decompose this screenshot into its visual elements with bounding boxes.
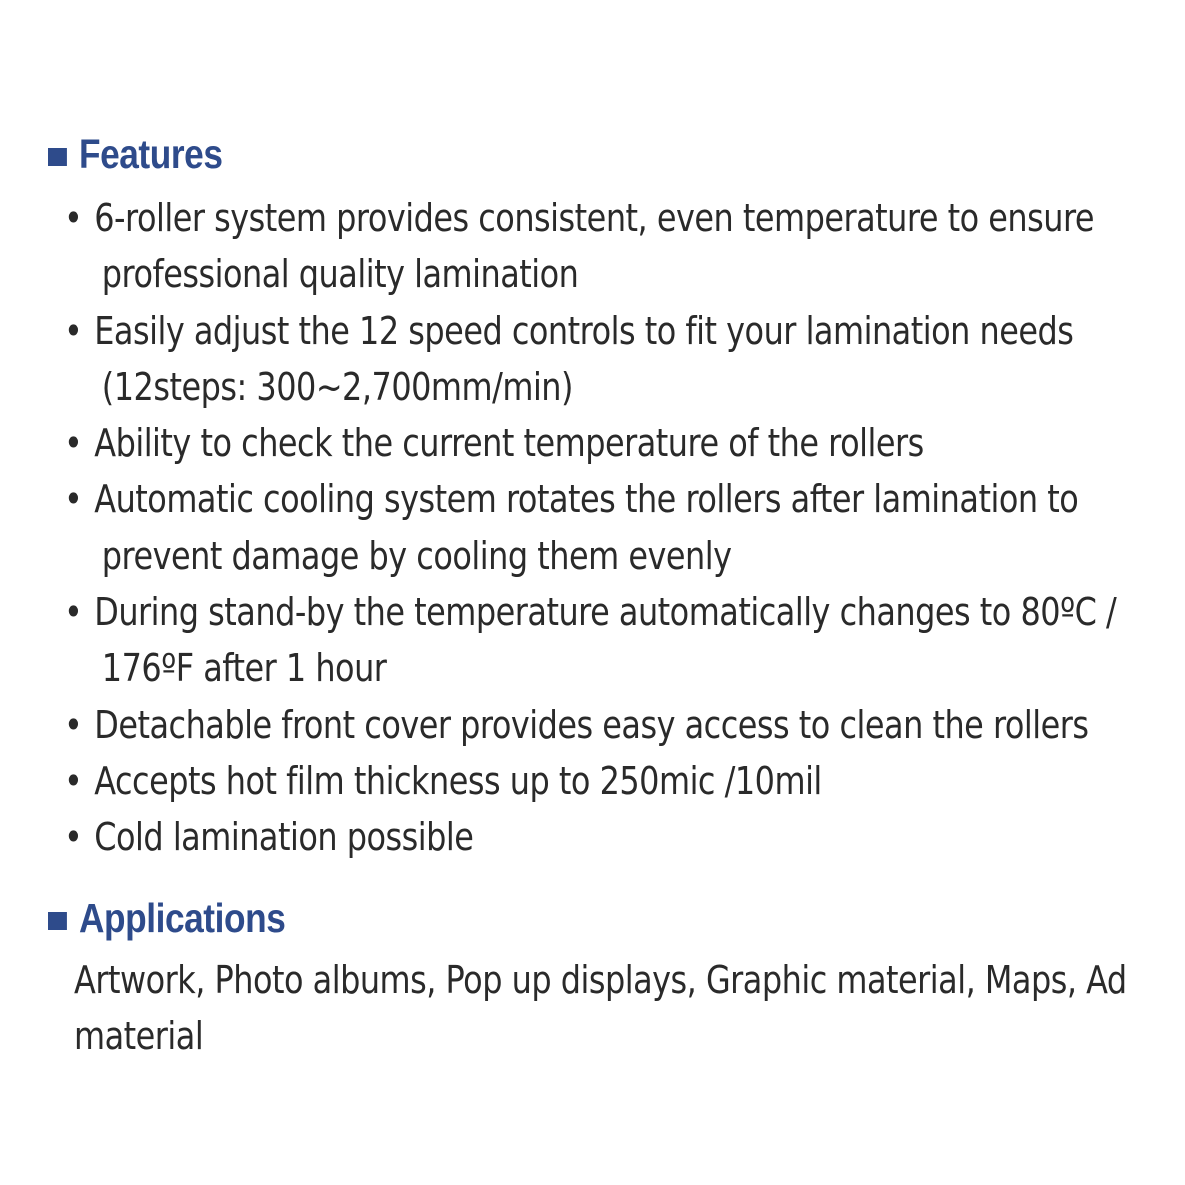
features-list: [64, 190, 1117, 866]
feature-text: Ability to check the current temperature of the rollers: [94, 421, 924, 466]
feature-text: Detachable front cover provides easy access to clean the rollers: [94, 702, 1089, 747]
feature-item: [64, 415, 1072, 471]
applications-text: [74, 952, 1149, 1064]
bullet-dot-icon: •: [64, 477, 83, 522]
feature-text-continuation: prevent damage by cooling them evenly: [101, 533, 732, 578]
feature-text: Accepts hot film thickness up to 250mic /10mil: [94, 758, 822, 803]
features-heading: [48, 131, 223, 177]
feature-item: [64, 303, 1072, 416]
feature-item: [64, 584, 1117, 697]
feature-item: [64, 753, 1072, 809]
feature-text-continuation: 176ºF after 1 hour: [101, 646, 387, 691]
applications-heading-text: Applications: [78, 895, 286, 941]
applications-heading: [48, 895, 286, 941]
applications-text-line: material: [74, 1014, 204, 1058]
feature-item: [64, 190, 1095, 303]
feature-text: Easily adjust the 12 speed controls to fit your lamination needs: [94, 308, 1074, 353]
feature-item: [64, 471, 1079, 584]
feature-text: 6-roller system provides consistent, even temperature to ensure: [94, 196, 1095, 240]
bullet-dot-icon: •: [64, 421, 83, 466]
bullet-dot-icon: •: [64, 758, 83, 803]
feature-item: [64, 697, 1089, 753]
square-bullet-icon: [48, 148, 67, 166]
feature-text: Automatic cooling system rotates the rollers after lamination to: [94, 477, 1079, 522]
bullet-dot-icon: •: [64, 590, 83, 635]
bullet-dot-icon: •: [64, 815, 83, 860]
square-bullet-icon: [48, 912, 67, 930]
feature-text: During stand-by the temperature automatically changes to 80ºC /: [94, 590, 1117, 635]
bullet-dot-icon: •: [64, 196, 83, 240]
bullet-dot-icon: •: [64, 702, 83, 747]
features-heading-text: Features: [78, 131, 223, 177]
feature-item: [64, 809, 1072, 865]
feature-text: Cold lamination possible: [94, 815, 474, 860]
feature-text-continuation: professional quality lamination: [101, 252, 579, 297]
bullet-dot-icon: •: [64, 308, 83, 353]
feature-text-continuation: (12steps: 300~2,700mm/min): [101, 364, 573, 409]
applications-text-line: Artwork, Photo albums, Pop up displays, Graphic material, Maps, Ad: [74, 958, 1127, 1002]
